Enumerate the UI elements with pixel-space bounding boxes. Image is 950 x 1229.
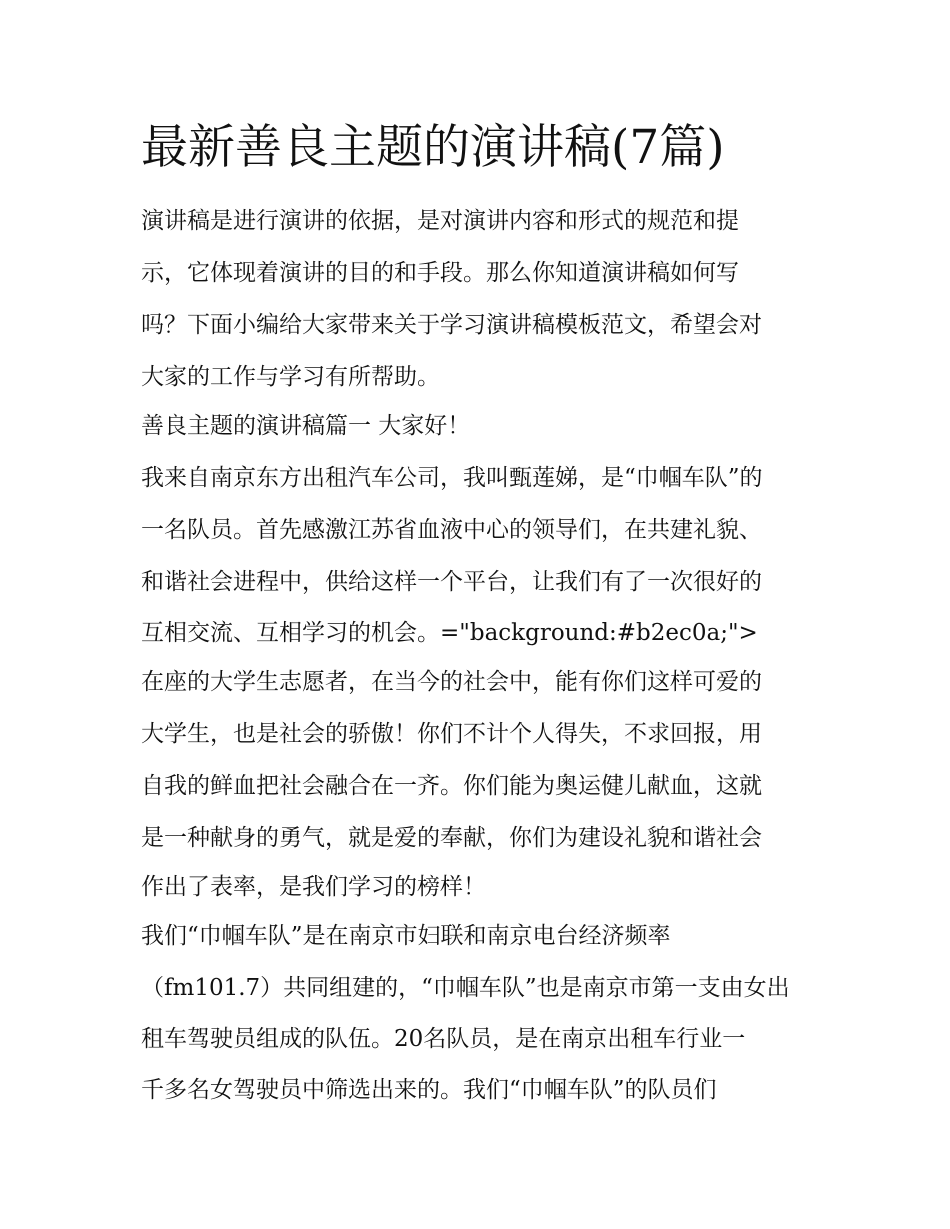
document-title: 最新善良主题的演讲稿(7篇) [141,120,725,175]
text-line: 我们“巾帼车队”是在南京市妇联和南京电台经济频率 [141,923,671,949]
text-line: 示，它体现着演讲的目的和手段。那么你知道演讲稿如何写 [141,260,739,286]
text-line: 自我的鲜血把社会融合在一齐。你们能为奥运健儿献血，这就 [141,773,762,799]
text-line: 千多名女驾驶员中筛选出来的。我们“巾帼车队”的队员们 [141,1077,717,1103]
text-line: 是一种献身的勇气，就是爱的奉献，你们为建设礼貌和谐社会 [141,825,762,851]
text-line: 作出了表率，是我们学习的榜样！ [141,874,486,900]
text-line: 吗？下面小编给大家带来关于学习演讲稿模板范文，希望会对 [141,312,762,338]
text-line: 大家的工作与学习有所帮助。 [141,364,440,390]
text-line: （fm101.7）共同组建的，“巾帼车队”也是南京市第一支由女出 [141,975,790,1001]
section-heading: 善良主题的演讲稿篇一 大家好！ [141,413,471,439]
text-line: 互相交流、互相学习的机会。="background:#b2ec0a;"> [141,620,758,646]
text-line: 大学生，也是社会的骄傲！你们不计个人得失，不求回报，用 [141,721,762,747]
text-line: 演讲稿是进行演讲的依据，是对演讲内容和形式的规范和提 [141,208,739,234]
text-line: 一名队员。首先感激江苏省血液中心的领导们，在共建礼貌、 [141,517,762,543]
text-line: 在座的大学生志愿者，在当今的社会中，能有你们这样可爱的 [141,669,762,695]
text-line: 我来自南京东方出租汽车公司，我叫甄莲娣，是“巾帼车队”的 [141,465,763,491]
text-line: 和谐社会进程中，供给这样一个平台，让我们有了一次很好的 [141,569,762,595]
text-line: 租车驾驶员组成的队伍。20名队员，是在南京出租车行业一 [141,1026,746,1052]
